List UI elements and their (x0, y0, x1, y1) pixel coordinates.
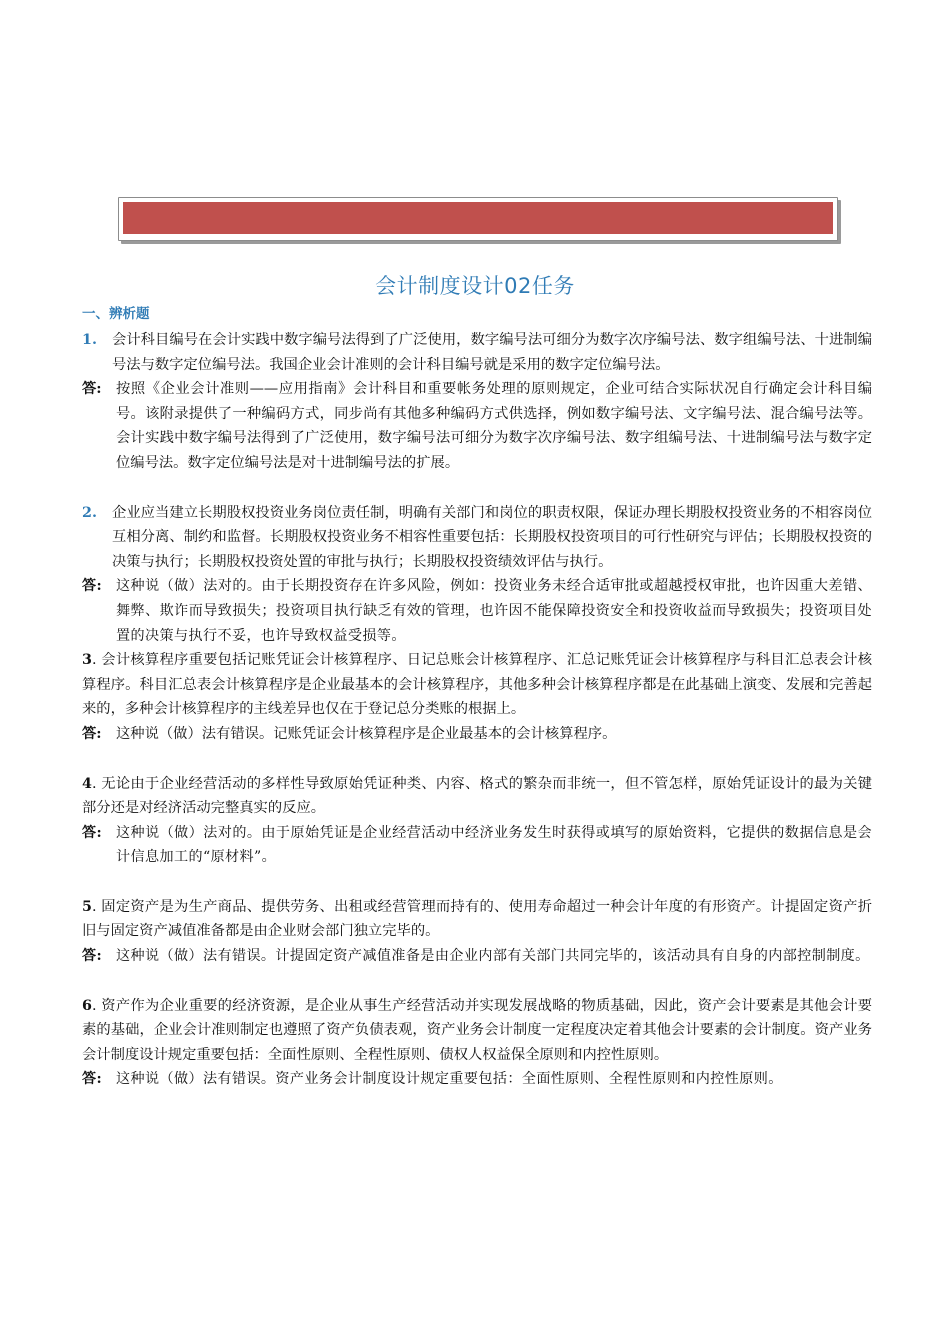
answer-text: 这种说（做）法对的。由于长期投资存在许多风险，例如：投资业务未经合适审批或超越授权审批，也许因重大差错、舞弊、欺诈而导致损失；投资项目执行缺乏有效的管理，也许因不能保障投资安全和投资收益而导致损失；投资项目处置的决策与执行不妥，也许导致权益受损等。 (116, 578, 872, 644)
question-3: 3. 会计核算程序重要包括记账凭证会计核算程序、日记总账会计核算程序、汇总记账凭证会计核算程序与科目汇总表会计核算程序。科目汇总表会计核算程序是企业最基本的会计核算程序，其他多种会计核算程序都是在此基础上演变、发展和完善起来的，多种会计核算程序的主线差异也仅在于登记总分类账的根据上。 (82, 652, 872, 718)
answer-2 (82, 574, 872, 648)
answer-label: 答: (82, 1071, 103, 1088)
question-number: 5 (82, 898, 92, 915)
question-text: 固定资产是为生产商品、提供劳务、出租或经营管理而持有的、使用寿命超过一种会计年度的有形资产。计提固定资产折旧与固定资产减值准备都是由企业财会部门独立完毕的。 (82, 898, 872, 940)
answer-label: 答: (82, 381, 102, 398)
answer-text: 这种说（做）法对的。由于原始凭证是企业经营活动中经济业务发生时获得或填写的原始资料，它提供的数据信息是会计信息加工的“原材料”。 (116, 824, 872, 866)
answer-text: 这种说（做）法有错误。资产业务会计制度设计规定重要包括：全面性原则、全程性原则和内控性原则。 (116, 1071, 783, 1088)
question-text: 资产作为企业重要的经济资源，是企业从事生产经营活动并实现发展战略的物质基础，因此，资产会计要素是其他会计要素的基础，企业会计准则制定也遵照了资产负债表观，资产业务会计制度一定程度决定着其他会计要素的会计制度。资产业务会计制度设计规定重要包括：全面性原则、全程性原则、债权人权益保全原则和内控性原则。 (82, 997, 872, 1063)
answer-4 (82, 821, 872, 870)
answer-6 (82, 1067, 872, 1092)
question-6: 6. 资产作为企业重要的经济资源，是企业从事生产经营活动并实现发展战略的物质基础，因此，资产会计要素是其他会计要素的基础，企业会计准则制定也遵照了资产负债表观，资产业务会计制度一定程度决定着其他会计要素的会计制度。资产业务会计制度设计规定重要包括：全面性原则、全程性原则、债权人权益保全原则和内控性原则。 (82, 997, 872, 1063)
question-1 (82, 328, 872, 377)
answer-text: 这种说（做）法有错误。记账凭证会计核算程序是企业最基本的会计核算程序。 (116, 725, 617, 742)
answer-label: 答: (82, 725, 102, 742)
answer-label: 答: (82, 824, 103, 841)
answer-text: 这种说（做）法有错误。计提固定资产减值准备是由企业内部有关部门共同完毕的，该活动具有自身的内部控制制度。 (116, 948, 870, 965)
answer-3 (82, 722, 872, 747)
question-2 (82, 501, 872, 575)
title-banner (123, 202, 833, 234)
question-text: 无论由于企业经营活动的多样性导致原始凭证种类、内容、格式的繁杂而非统一，但不管怎样，原始凭证设计的最为关键部分还是对经济活动完整真实的反应。 (82, 775, 872, 817)
section-heading: 一、辨析题 (82, 306, 150, 322)
question-number: 4 (82, 775, 92, 792)
answer-label: 答: (82, 578, 103, 595)
document-title: 会计制度设计02任务 (375, 274, 575, 298)
question-5: 5. 固定资产是为生产商品、提供劳务、出租或经营管理而持有的、使用寿命超过一种会计年度的有形资产。计提固定资产折旧与固定资产减值准备都是由企业财会部门独立完毕的。 (82, 898, 872, 940)
question-4: 4. 无论由于企业经营活动的多样性导致原始凭证种类、内容、格式的繁杂而非统一，但不管怎样，原始凭证设计的最为关键部分还是对经济活动完整真实的反应。 (82, 775, 872, 817)
answer-1 (82, 377, 872, 475)
document-body (82, 302, 872, 1092)
answer-label: 答: (82, 948, 103, 965)
question-number: 3 (82, 652, 92, 669)
title-banner-frame (118, 197, 838, 241)
answer-text: 按照《企业会计准则——应用指南》会计科目和重要帐务处理的原则规定，企业可结合实际状况自行确定会计科目编号。该附录提供了一种编码方式，同步尚有其他多种编码方式供选择，例如数字编号法、文字编号法、混合编号法等。会计实践中数字编号法得到了广泛使用，数字编号法可细分为数字次序编号法、数字组编号法、十进制编号法与数字定位编号法。数字定位编号法是对十进制编号法的扩展。 (116, 381, 872, 471)
question-text: 企业应当建立长期股权投资业务岗位责任制，明确有关部门和岗位的职责权限，保证办理长期股权投资业务的不相容岗位互相分离、制约和监督。长期股权投资业务不相容性重要包括：长期股权投资项目的可行性研究与评估；长期股权投资的决策与执行；长期股权投资处置的审批与执行；长期股权投资绩效评估与执行。 (112, 504, 872, 570)
question-number: 6 (82, 997, 92, 1014)
question-text: 会计科目编号在会计实践中数字编号法得到了广泛使用，数字编号法可细分为数字次序编号法、数字组编号法、十进制编号法与数字定位编号法。我国企业会计准则的会计科目编号就是采用的数字定位编号法。 (112, 332, 872, 373)
question-number: 2. (82, 504, 97, 521)
answer-5 (82, 944, 872, 969)
question-number: 1. (82, 332, 97, 348)
question-text: 会计核算程序重要包括记账凭证会计核算程序、日记总账会计核算程序、汇总记账凭证会计核算程序与科目汇总表会计核算程序。科目汇总表会计核算程序是企业最基本的会计核算程序，其他多种会计核算程序都是在此基础上演变、发展和完善起来的，多种会计核算程序的主线差异也仅在于登记总分类账的根据上。 (82, 652, 872, 718)
